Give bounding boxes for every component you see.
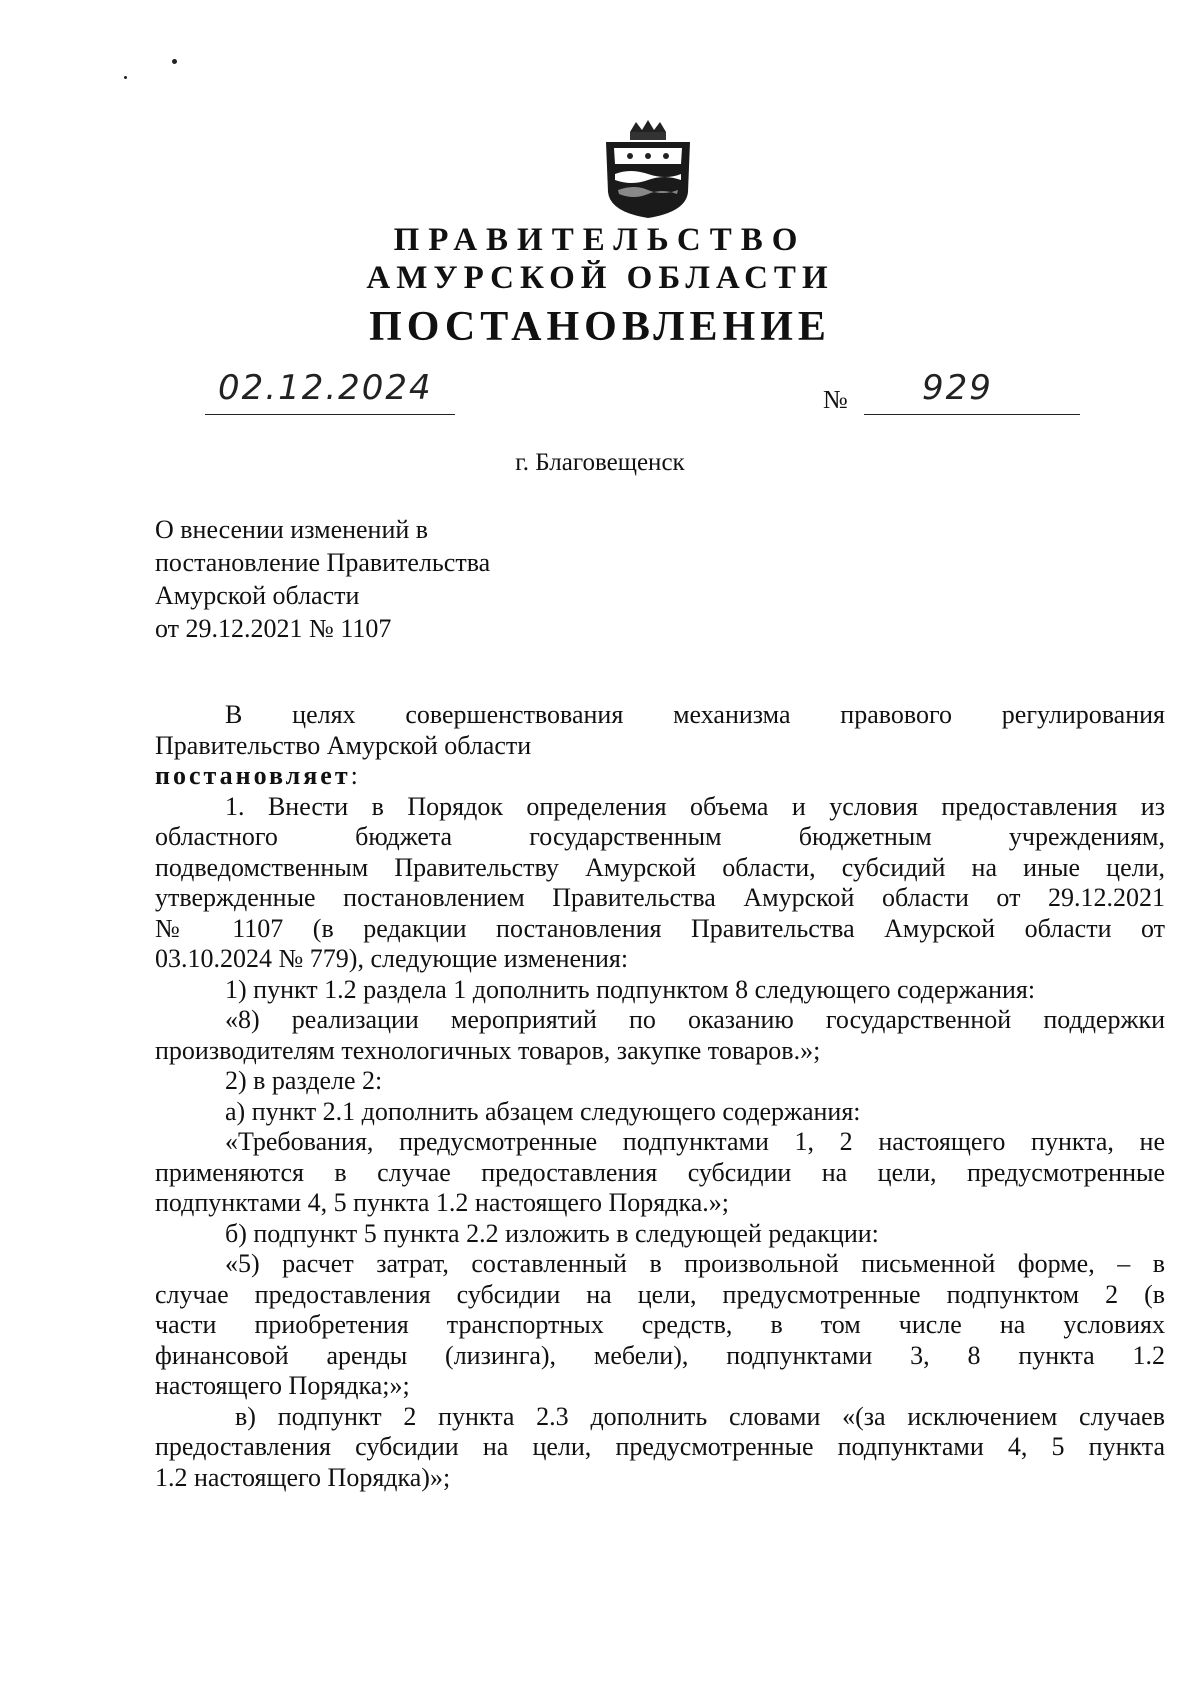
- number-underline: [864, 414, 1080, 415]
- body-line: 2) в разделе 2:: [225, 1066, 383, 1095]
- body-line: «8) реализации мероприятий по оказанию государственной поддержки: [225, 1005, 1165, 1034]
- body-line: утвержденные постановлением Правительства Амурской области от 29.12.2021: [155, 883, 1165, 912]
- resolve-line: [155, 761, 1165, 792]
- handwritten-number: 929: [922, 368, 993, 408]
- body-line: «5) расчет затрат, составленный в произвольной письменной форме, – в: [225, 1249, 1165, 1278]
- subject-line: Амурской области: [155, 581, 360, 610]
- body-line: 03.10.2024 № 779), следующие изменения:: [155, 944, 629, 973]
- scan-speck: [172, 59, 177, 64]
- body-line: 1) пункт 1.2 раздела 1 дополнить подпунктом 8 следующего содержания:: [225, 974, 1036, 1004]
- resolve-colon: :: [350, 761, 358, 790]
- body-line: б) подпункт 5 пункта 2.2 изложить в следующей редакции:: [225, 1218, 879, 1248]
- body-line: части приобретения транспортных средств, в том числе на условиях: [155, 1310, 1165, 1339]
- scan-speck: [124, 76, 127, 79]
- date-underline: [205, 414, 455, 415]
- body-line: 1. Внести в Порядок определения объема и условия предоставления из: [225, 791, 1165, 821]
- body-line: а) пункт 2.1 дополнить абзацем следующего содержания:: [225, 1096, 861, 1126]
- coat-of-arms-emblem: [600, 118, 696, 220]
- body-line: областного бюджета государственным бюджетным учреждениям,: [155, 822, 1165, 851]
- subject-line: О внесении изменений в: [155, 515, 429, 544]
- document-type-title: ПОСТАНОВЛЕНИЕ: [369, 304, 831, 350]
- body-line: настоящего Порядка;»;: [155, 1371, 410, 1400]
- body-line: В целях совершенствования механизма правового регулирования: [225, 700, 1165, 729]
- document-body: [155, 700, 1165, 1493]
- subject-line: постановление Правительства: [155, 548, 491, 577]
- body-line: «Требования, предусмотренные подпунктами 1, 2 настоящего пункта, не: [225, 1127, 1165, 1156]
- body-line: финансовой аренды (лизинга), мебели), подпунктами 3, 8 пункта 1.2: [155, 1340, 1165, 1370]
- body-line: случае предоставления субсидии на цели, предусмотренные подпунктом 2 (в: [155, 1279, 1165, 1309]
- body-line: применяются в случае предоставления субсидии на цели, предусмотренные: [155, 1157, 1165, 1187]
- subject-block: [155, 513, 490, 645]
- handwritten-date: 02.12.2024: [218, 368, 433, 408]
- body-line: в) подпункт 2 пункта 2.3 дополнить словами «(за исключением случаев: [235, 1401, 1165, 1431]
- body-line: производителям технологичных товаров, закупке товаров.»;: [155, 1035, 821, 1065]
- subject-line: от 29.12.2021 № 1107: [155, 614, 392, 643]
- body-line: подведомственным Правительству Амурской области, субсидий на иные цели,: [155, 852, 1165, 882]
- body-line: предоставления субсидии на цели, предусмотренные подпунктами 4, 5 пункта: [155, 1432, 1165, 1461]
- body-line: Правительство Амурской области: [155, 730, 532, 760]
- body-line: № 1107 (в редакции постановления Правительства Амурской области от: [155, 913, 1165, 943]
- body-line: подпунктами 4, 5 пункта 1.2 настоящего Порядка.»;: [155, 1188, 729, 1217]
- number-sign: №: [823, 385, 848, 414]
- government-title: ПРАВИТЕЛЬСТВО: [393, 222, 807, 258]
- body-line: 1.2 настоящего Порядка)»;: [155, 1462, 451, 1492]
- city-line: г. Благовещенск: [515, 449, 685, 476]
- resolve-word: постановляет: [155, 761, 351, 790]
- region-title: АМУРСКОЙ ОБЛАСТИ: [366, 260, 834, 296]
